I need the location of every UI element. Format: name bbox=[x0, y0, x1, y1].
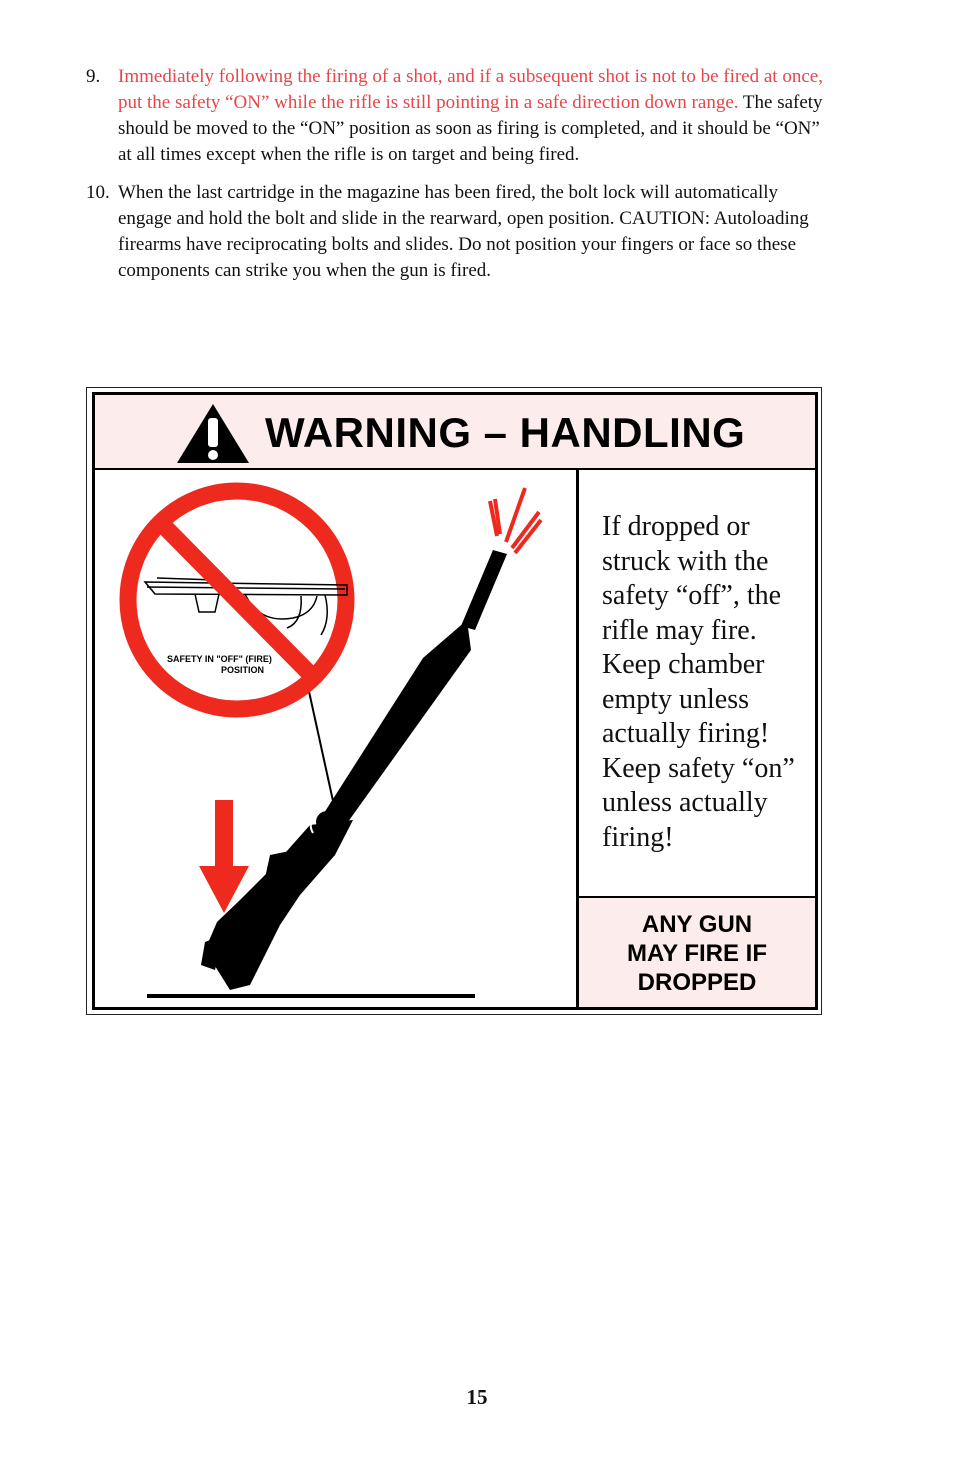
box-line: DROPPED bbox=[637, 969, 757, 996]
warning-side-text: If dropped or struck with the safety “off”, the rifle may fire. Keep chamber empty unless actually firing! Keep safety “on” unless actually firing! bbox=[602, 511, 795, 853]
item-text: When the last cartridge in the magazine has been fired, the bolt lock will automatically engage and hold the bolt and slide in the rearward, open position. CAUTION: Autoloading firearms have reciprocating bolts and slides. Do not position your fingers or face so these components can strike you when the gun is fired. bbox=[118, 182, 809, 281]
item-highlight-text: Immediately following the firing of a shot, and if a subsequent shot is not to be fired at once, put the safety “ON” while the rifle is still pointing in a safe direction down range. bbox=[118, 66, 823, 113]
dropped-rifle-illustration bbox=[95, 470, 576, 1008]
warning-title: WARNING – HANDLING bbox=[265, 409, 746, 456]
instruction-item-10 bbox=[86, 180, 826, 284]
illustration-caption-line2: POSITION bbox=[221, 665, 265, 675]
prohibition-sign-icon bbox=[128, 491, 347, 709]
warning-header bbox=[95, 395, 815, 470]
rifle-illustration bbox=[95, 470, 576, 1008]
item-text: The safety should be moved to the “ON” position as soon as firing is completed, and it should be “ON” at all times except when the rifle is on target and being fired. bbox=[118, 92, 823, 165]
item-number: 9. bbox=[86, 66, 101, 87]
box-line: MAY FIRE IF bbox=[626, 940, 768, 967]
illustration-caption-line1: SAFETY IN "OFF" (FIRE) bbox=[167, 654, 272, 664]
down-arrow-icon bbox=[199, 800, 249, 913]
any-gun-warning-box bbox=[579, 896, 815, 1007]
instruction-item-9 bbox=[86, 64, 826, 168]
muzzle-spark-icon bbox=[490, 488, 541, 553]
warning-panel bbox=[92, 392, 818, 1010]
page-number: 15 bbox=[466, 1385, 488, 1409]
warning-triangle-icon bbox=[175, 401, 251, 465]
box-line: ANY GUN bbox=[641, 911, 753, 938]
instruction-list bbox=[86, 64, 826, 296]
item-number: 10. bbox=[86, 182, 110, 203]
